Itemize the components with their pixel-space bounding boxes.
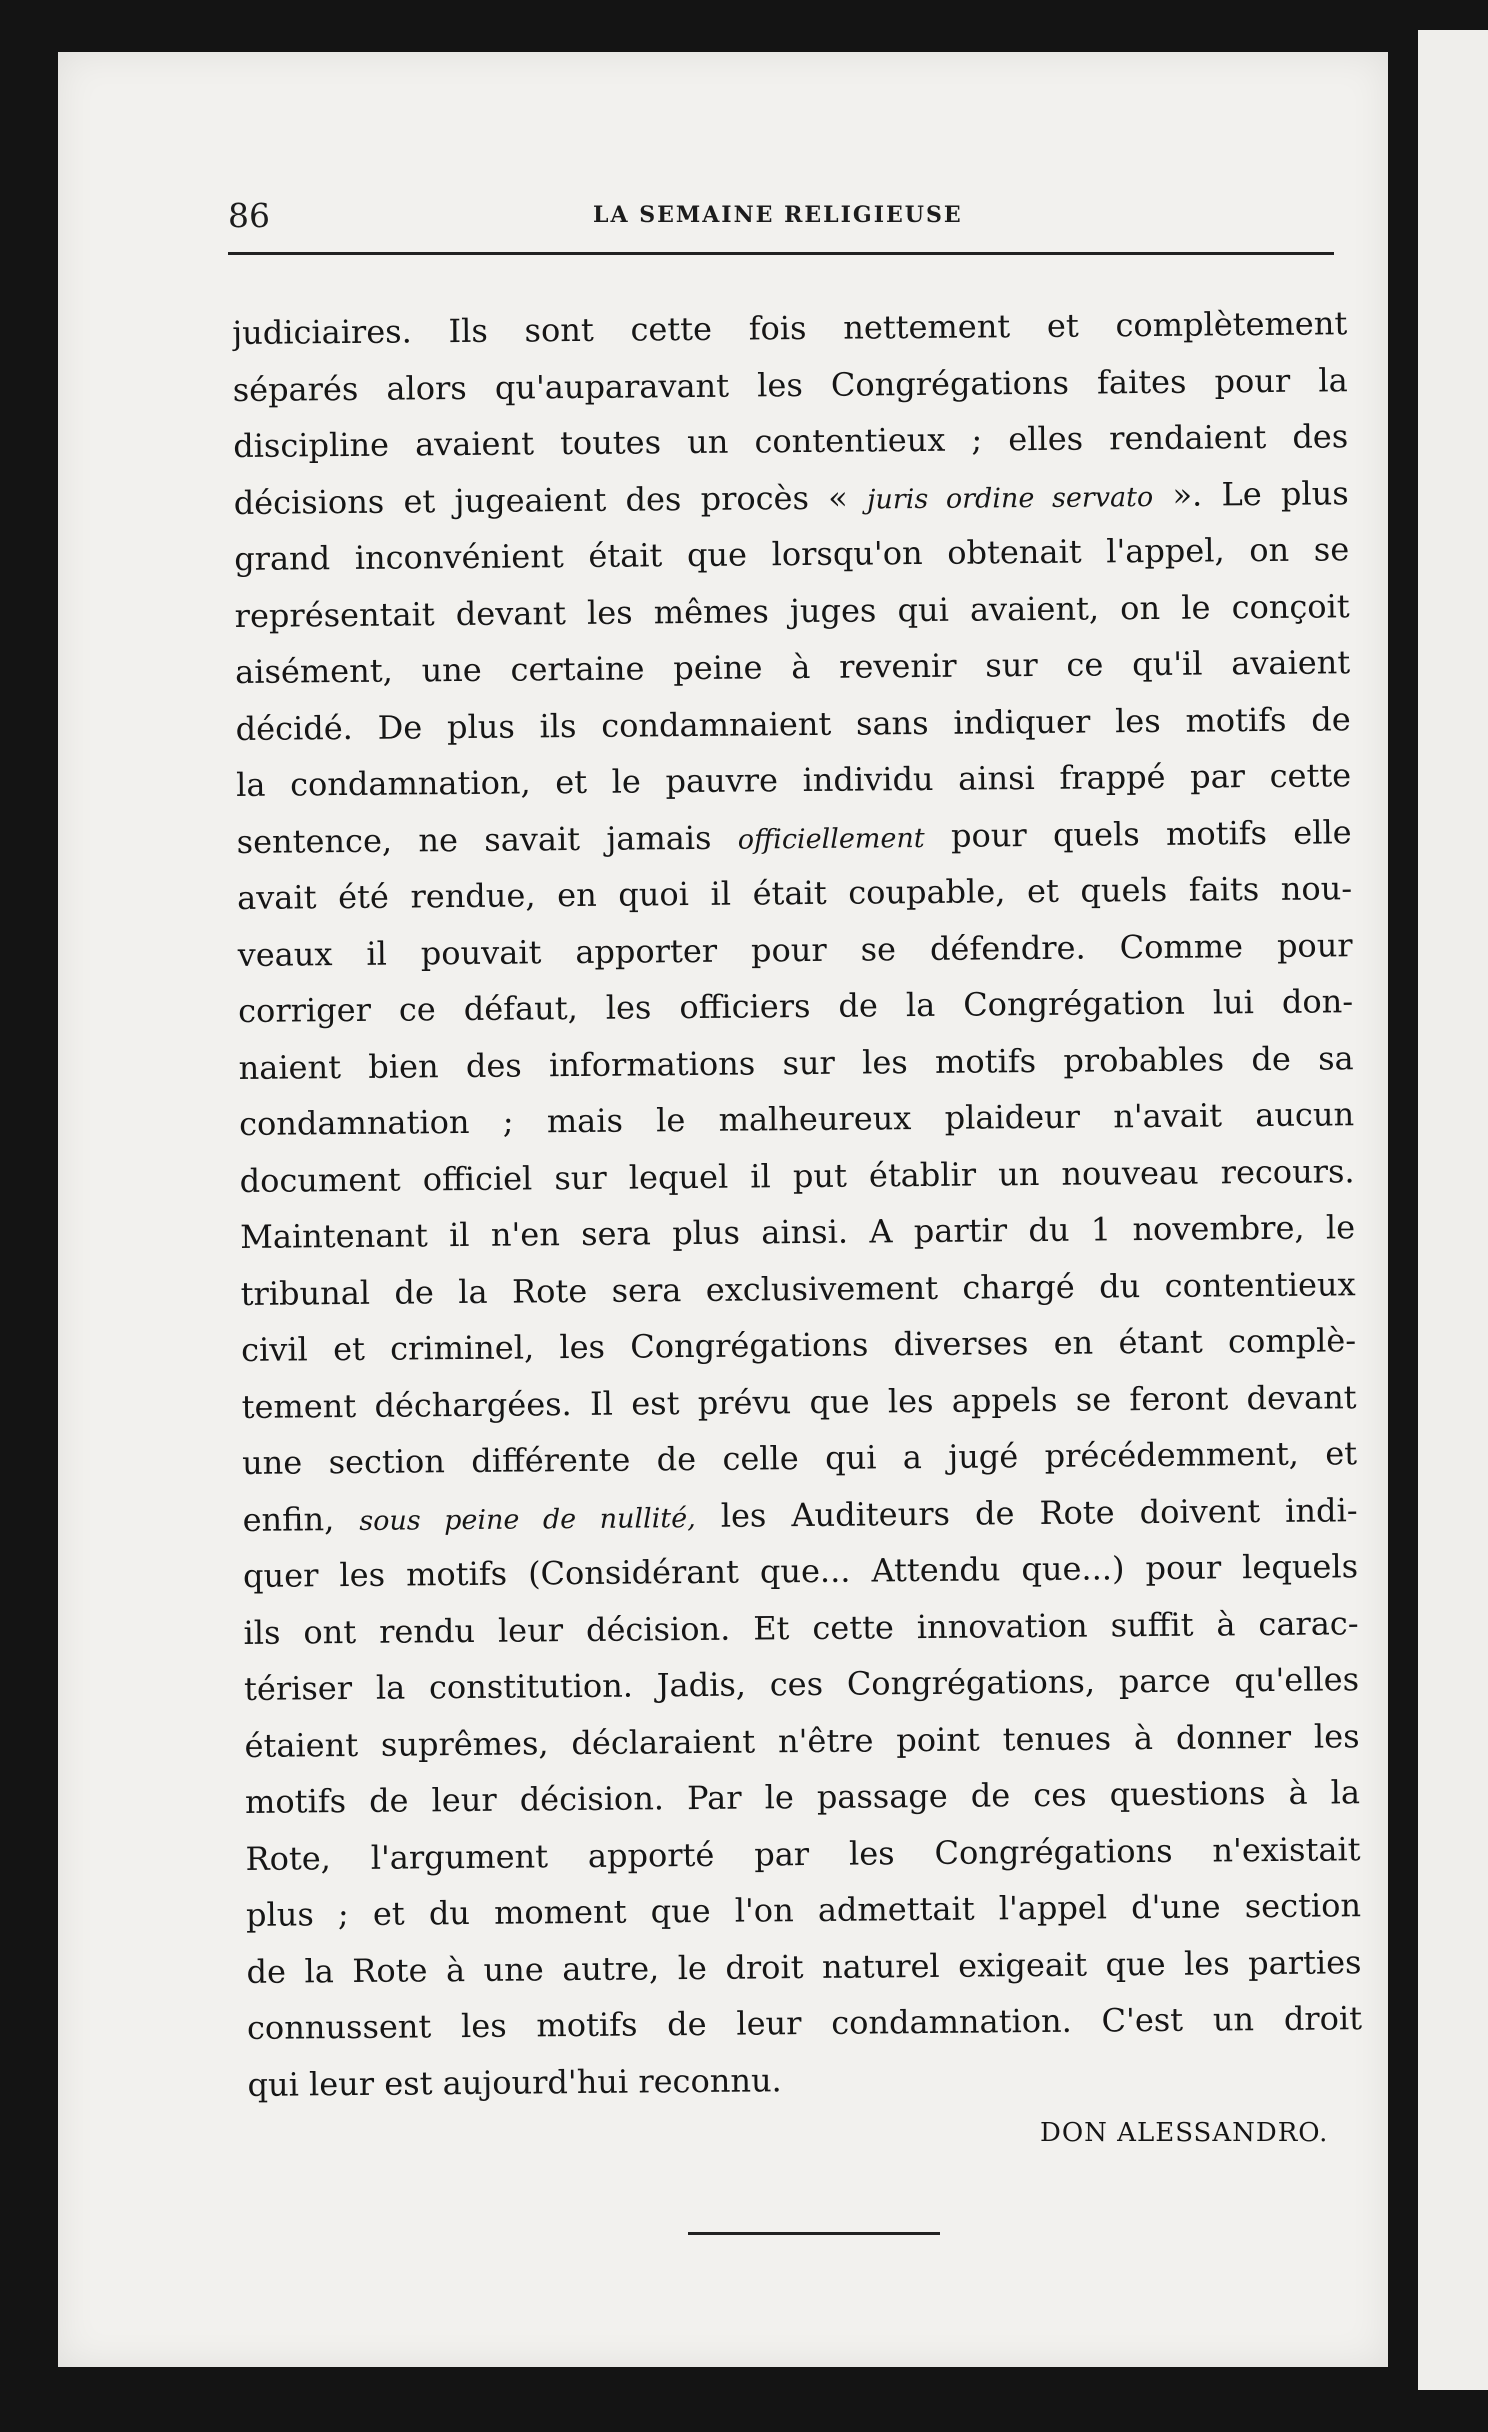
text-segment: discipline avaient toutes un contentieux ; elles rendaient des	[233, 417, 1349, 465]
page-number: 86	[228, 196, 270, 235]
text-line	[242, 1482, 1357, 1548]
text-line	[247, 1990, 1362, 2056]
italic-text: sous peine de nullité,	[359, 1502, 696, 1537]
text-segment: condamnation ; mais le malheureux plaideur n'avait aucun	[238, 1095, 1355, 1143]
text-line	[243, 1538, 1358, 1604]
text-segment: sentence, ne savait jamais	[236, 818, 738, 861]
text-line	[234, 521, 1349, 587]
text-segment: plus ; et du moment que l'on admettait l'appel d'une section	[245, 1886, 1362, 1934]
text-segment: motifs de leur décision. Par le passage de ces questions à la	[244, 1773, 1361, 1821]
text-line	[238, 1030, 1353, 1096]
text-line	[235, 634, 1350, 700]
text-segment: enfin,	[242, 1499, 360, 1539]
text-line	[243, 1595, 1358, 1661]
text-line	[232, 352, 1347, 418]
text-segment: décisions et jugeaient des procès «	[233, 477, 868, 522]
text-line	[232, 295, 1347, 361]
text-segment: les Auditeurs de Rote doivent indi-	[695, 1490, 1358, 1535]
text-segment: étaient suprêmes, déclaraient n'être point tenues à donner les	[244, 1716, 1360, 1765]
text-line	[241, 1312, 1356, 1378]
text-segment: ». Le plus	[1153, 473, 1349, 514]
text-line	[237, 860, 1352, 926]
text-segment: document officiel sur lequel il put établir un nouveau recours.	[239, 1151, 1355, 1200]
page-header	[228, 188, 1338, 238]
text-line	[247, 2047, 1362, 2113]
adjacent-page-edge	[1418, 30, 1488, 2390]
text-segment: corriger ce défaut, les officiers de la Congrégation lui don-	[237, 982, 1354, 1030]
text-segment: pour quels motifs elle	[924, 812, 1352, 855]
text-line	[244, 1708, 1359, 1774]
text-line	[239, 1086, 1354, 1152]
text-segment: connussent les motifs de leur condamnation. C'est un droit	[246, 1999, 1363, 2047]
text-line	[240, 1199, 1355, 1265]
text-segment: aisément, une certaine peine à revenir sur ce qu'il avaient	[235, 643, 1351, 691]
header-rule	[228, 252, 1334, 255]
text-segment: civil et criminel, les Congrégations diverses en étant complè-	[240, 1321, 1357, 1369]
text-segment: la condamnation, et le pauvre individu ainsi frappé par cette	[236, 756, 1352, 804]
text-line	[246, 1877, 1361, 1943]
closing-rule	[688, 2232, 940, 2235]
text-segment: naient bien des informations sur les motifs probables de sa	[238, 1038, 1354, 1087]
text-line	[244, 1651, 1359, 1717]
text-segment: de la Rote à une autre, le droit naturel exigeait que les parties	[246, 1942, 1362, 1991]
text-segment: Rote, l'argument apporté par les Congrégations n'existait	[245, 1829, 1361, 1878]
text-line	[238, 973, 1353, 1039]
text-segment: grand inconvénient était que lorsqu'on obtenait l'appel, on se	[234, 530, 1350, 578]
text-segment: ils ont rendu leur décision. Et cette innovation suffit à carac-	[243, 1603, 1359, 1652]
text-line	[240, 1256, 1355, 1322]
text-line	[246, 1934, 1361, 2000]
italic-text: juris ordine servato	[866, 481, 1154, 515]
text-line	[242, 1425, 1357, 1491]
text-line	[233, 465, 1348, 531]
text-segment: une section différente de celle qui a jugé précédemment, et	[241, 1434, 1358, 1482]
text-segment: tériser la constitution. Jadis, ces Congrégations, parce qu'elles	[243, 1660, 1360, 1708]
text-segment: séparés alors qu'auparavant les Congrégations faites pour la	[232, 360, 1348, 409]
text-line	[239, 1143, 1354, 1209]
text-segment: veaux il pouvait apporter pour se défendre. Comme pour	[237, 925, 1353, 974]
text-line	[236, 747, 1351, 813]
text-line	[235, 691, 1350, 757]
text-segment: tribunal de la Rote sera exclusivement chargé du contentieux	[240, 1264, 1356, 1313]
article-body	[232, 295, 1363, 2113]
author-signature: DON ALESSANDRO.	[1040, 2118, 1329, 2148]
text-line	[241, 1369, 1356, 1435]
text-segment: qui leur est aujourd'hui reconnu.	[247, 2060, 782, 2104]
text-line	[234, 578, 1349, 644]
text-line	[233, 408, 1348, 474]
text-line	[245, 1821, 1360, 1887]
text-segment: représentait devant les mêmes juges qui avaient, on le conçoit	[234, 586, 1350, 635]
text-line	[237, 917, 1352, 983]
text-line	[245, 1764, 1360, 1830]
text-segment: Maintenant il n'en sera plus ainsi. A partir du 1 novembre, le	[239, 1208, 1356, 1256]
text-segment: judiciaires. Ils sont cette fois nettement et complètement	[232, 304, 1348, 352]
text-segment: décidé. De plus ils condamnaient sans indiquer les motifs de	[235, 699, 1351, 748]
text-segment: tement déchargées. Il est prévu que les appels se feront devant	[241, 1377, 1357, 1426]
text-line	[236, 804, 1351, 870]
text-segment: quer les motifs (Considérant que... Attendu que...) pour lequels	[242, 1547, 1359, 1595]
running-title: LA SEMAINE RELIGIEUSE	[593, 202, 963, 228]
text-segment: avait été rendue, en quoi il était coupable, et quels faits nou-	[237, 869, 1353, 917]
italic-text: officiellement	[737, 822, 925, 856]
